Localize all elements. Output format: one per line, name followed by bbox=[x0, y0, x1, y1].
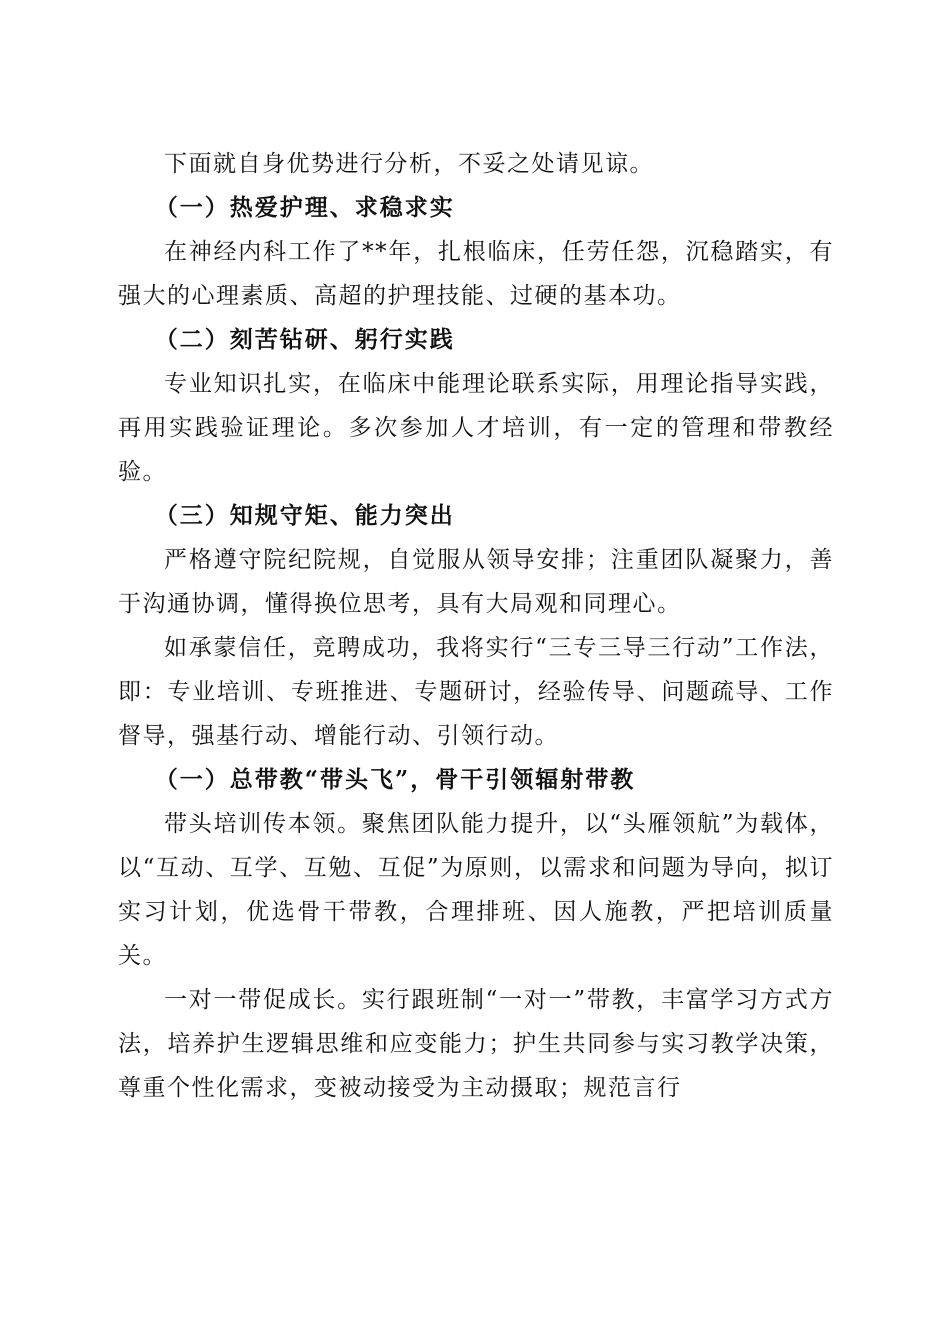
paragraph-professional-knowledge: 专业知识扎实，在临床中能理论联系实际，用理论指导实践，再用实践验证理论。多次参加人才培训，有一定的管理和带教经验。 bbox=[118, 371, 834, 485]
heading-diligent-study: （二）刻苦钻研、躬行实践 bbox=[154, 326, 455, 353]
heading-love-nursing: （一）热爱护理、求稳求实 bbox=[154, 194, 455, 221]
heading-lead-teaching: （一）总带教“带头飞”，骨干引领辐射带教 bbox=[154, 766, 636, 793]
paragraph-work-experience: 在神经内科工作了**年，扎根临床，任劳任怨，沉稳踏实，有强大的心理素质、高超的护理技能、过硬的基本功。 bbox=[118, 239, 834, 309]
heading-follow-rules: （三）知规守矩、能力突出 bbox=[154, 502, 455, 529]
paragraph-one-on-one: 一对一带促成长。实行跟班制“一对一”带教，丰富学习方式方法，培养护生逻辑思维和应变能力；护生共同参与实习教学决策，尊重个性化需求，变被动接受为主动摄取；规范言行 bbox=[118, 987, 834, 1101]
paragraph-training: 带头培训传本领。聚焦团队能力提升，以“头雁领航”为载体，以“互动、互学、互勉、互促”为原则，以需求和问题为导向，拟订实习计划，优选骨干带教，合理排班、因人施教，严把培训质量关。 bbox=[118, 811, 834, 969]
paragraph-discipline: 严格遵守院纪院规，自觉服从领导安排；注重团队凝聚力，善于沟通协调，懂得换位思考，具有大局观和同理心。 bbox=[118, 547, 834, 617]
paragraph-work-method: 如承蒙信任，竞聘成功，我将实行“三专三导三行动”工作法，即：专业培训、专班推进、专题研讨，经验传导、问题疏导、工作督导，强基行动、增能行动、引领行动。 bbox=[118, 635, 834, 749]
document-body bbox=[118, 142, 834, 1110]
paragraph-intro: 下面就自身优势进行分析，不妥之处请见谅。 bbox=[164, 151, 654, 177]
